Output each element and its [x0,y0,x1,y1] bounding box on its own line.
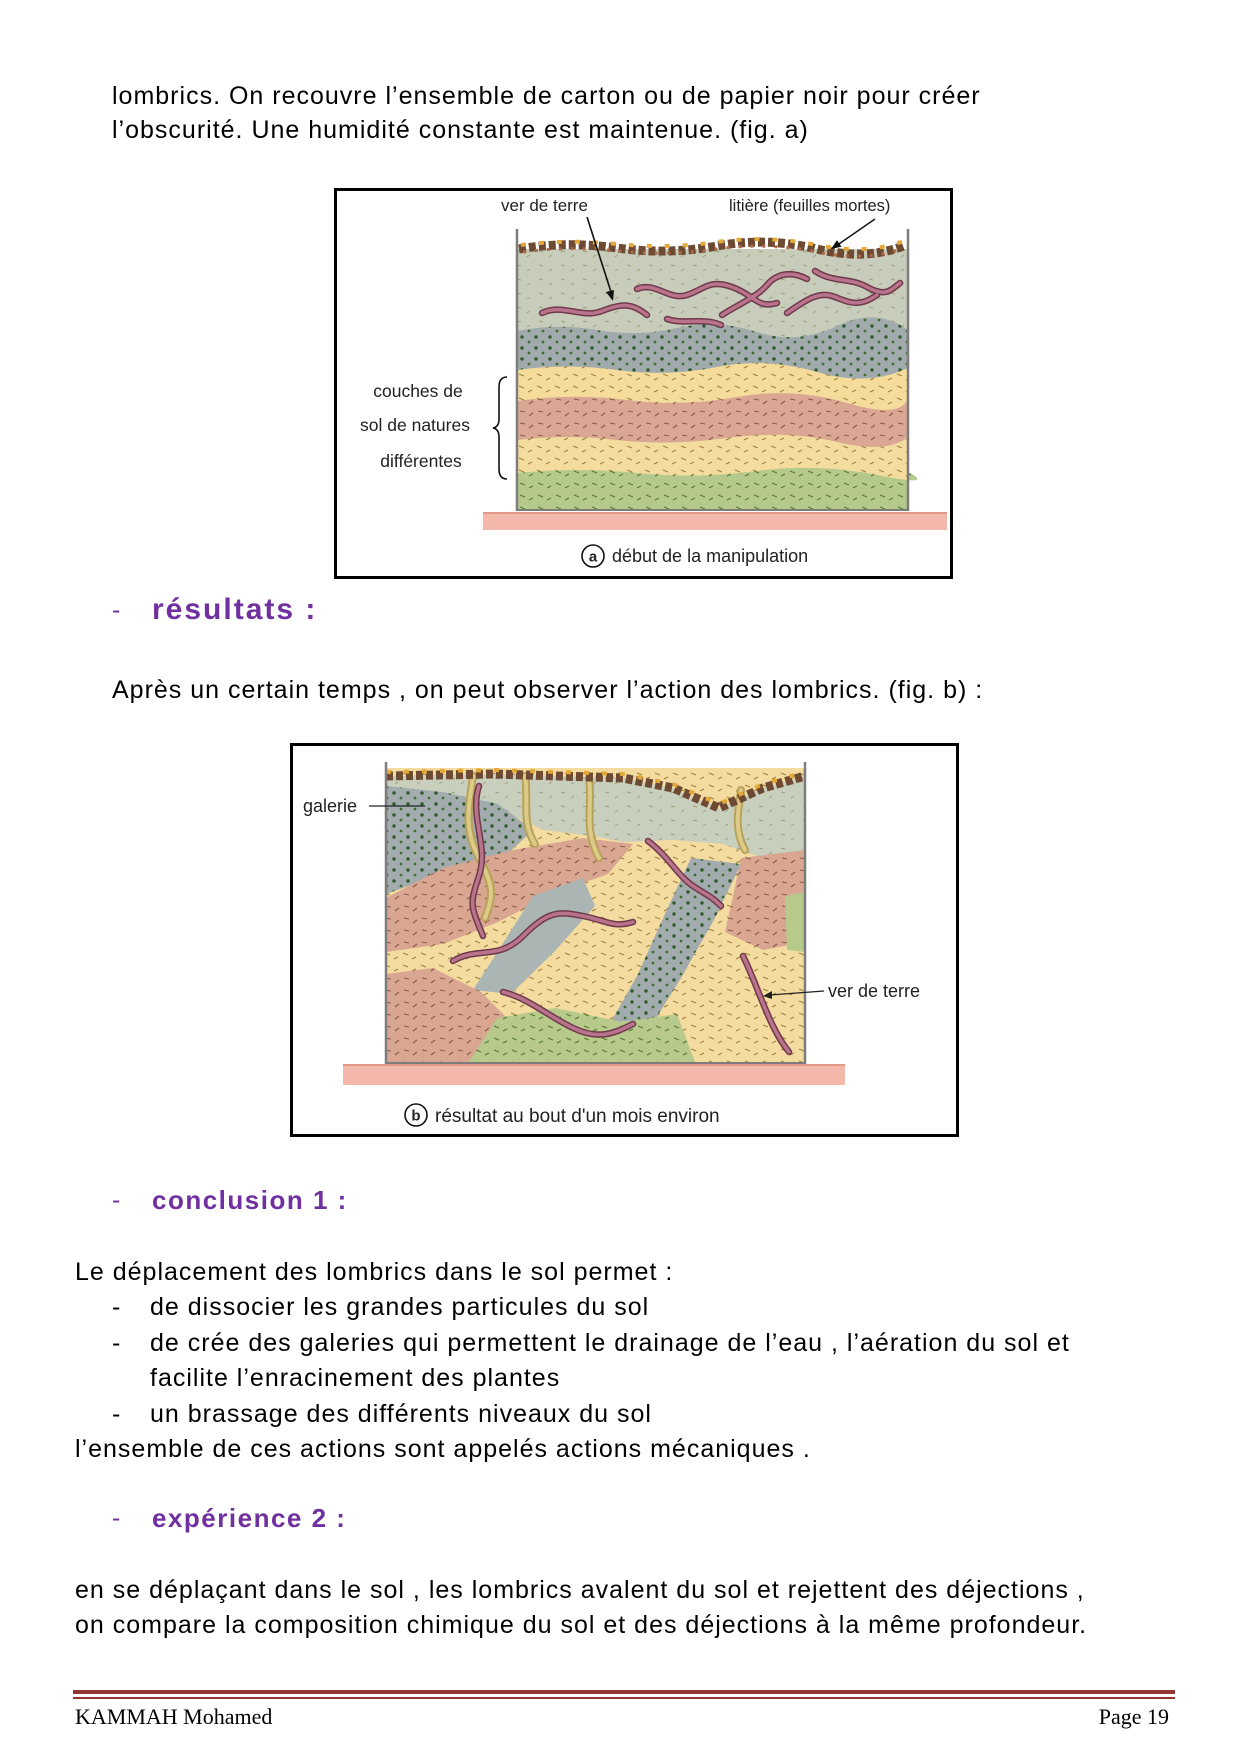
shelf-base [343,1064,845,1085]
label-gallery: galerie [303,796,358,816]
caption-letter: a [588,548,598,566]
figure-a-illustration [337,191,950,576]
label-worm: ver de terre [828,981,921,1001]
green-soil-right [785,892,805,952]
label-litter: litière (feuilles mortes) [729,197,891,215]
figure-b [290,743,959,1137]
intro-line-2: l’obscurité. Une humidité constante est maintenue. (fig. a) [112,116,809,144]
experiment-heading: expérience 2 : [152,1503,347,1533]
figure-b-caption: résultat au bout d'un mois environ [435,1106,720,1127]
list-item-dash: - [112,1400,122,1428]
brace-icon [493,377,507,479]
conclusion-dash: - [112,1186,121,1214]
arrow-litter [836,219,875,246]
footer-rule [73,1690,1175,1694]
label-layers-1: couches de [373,381,463,401]
conclusion-summary: l’ensemble de ces actions sont appelés actions mécaniques . [75,1435,811,1463]
footer-page-number: Page 19 [1098,1704,1169,1729]
shelf-base [483,512,947,530]
conclusion-intro: Le déplacement des lombrics dans le sol permet : [75,1258,674,1286]
footer-rule-thin [73,1697,1175,1699]
experiment-line-1: en se déplaçant dans le sol , les lombrics avalent du sol et rejettent des déjections , [75,1576,1085,1604]
figure-a [334,188,953,579]
experiment-dash: - [112,1504,121,1532]
conclusion-heading: conclusion 1 : [152,1185,348,1215]
list-item: un brassage des différents niveaux du sol [150,1400,652,1428]
soil-layers [517,249,917,509]
arrowhead-litter [831,240,842,249]
list-item: de dissocier les grandes particules du sol [150,1293,650,1321]
intro-line-1: lombrics. On recouvre l’ensemble de carton ou de papier noir pour créer [112,82,981,110]
caption-letter: b [411,1107,421,1125]
results-dash: - [112,596,121,624]
footer-author: KAMMAH Mohamed [75,1704,273,1729]
label-layers-2: sol de natures [360,415,470,435]
results-text: Après un certain temps , on peut observer l’action des lombrics. (fig. b) : [112,676,984,704]
list-item-dash: - [112,1293,122,1321]
figure-a-caption: début de la manipulation [612,546,809,566]
list-item-continuation: facilite l’enracinement des plantes [150,1364,561,1392]
shelf-edge [483,512,947,514]
results-heading: résultats : [152,593,318,626]
label-worm: ver de terre [501,196,588,215]
figure-b-illustration [293,746,956,1134]
list-item: de crée des galeries qui permettent le drainage de l’eau , l’aération du sol et [150,1329,1070,1357]
shelf-edge [343,1064,845,1066]
list-item-dash: - [112,1329,122,1357]
experiment-line-2: on compare la composition chimique du sol et des déjections à la même profondeur. [75,1611,1088,1639]
label-layers-3: différentes [380,451,462,471]
